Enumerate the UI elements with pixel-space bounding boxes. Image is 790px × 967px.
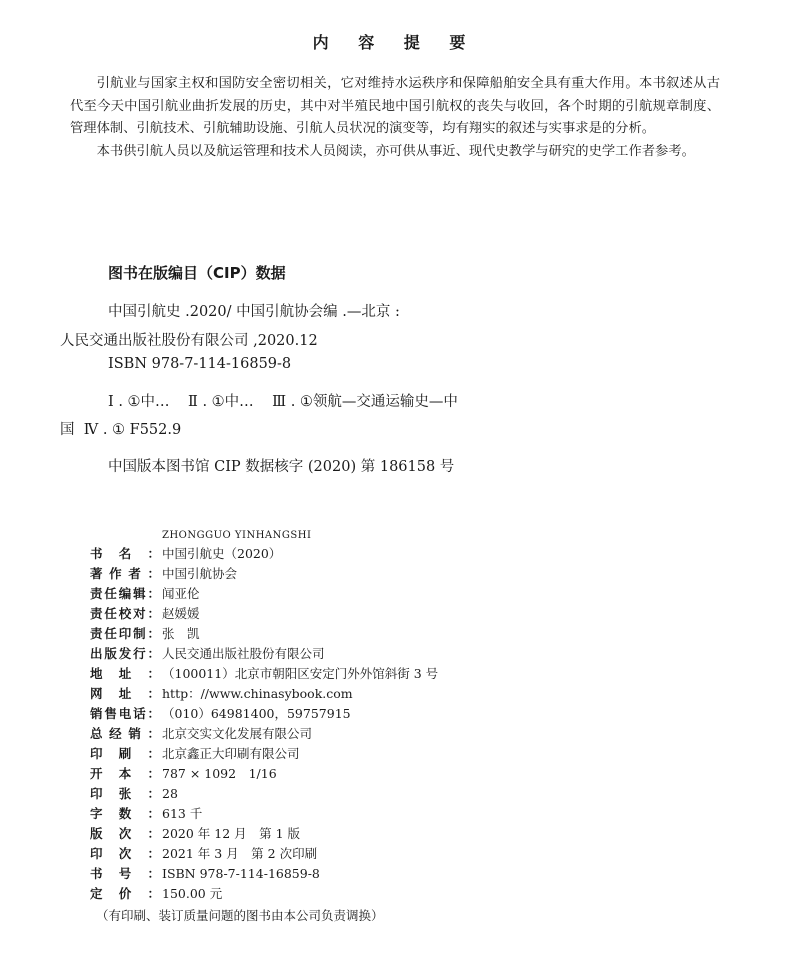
cip-line-classification-cont: 国 Ⅳ . ① F552.9 xyxy=(60,422,182,438)
colophon-value: 613 千 xyxy=(162,806,203,821)
colophon-label: 印张： xyxy=(90,786,160,801)
colophon-row-title xyxy=(90,544,281,564)
colophon-row-editor xyxy=(90,584,200,604)
colophon-value: （010）64981400，59757915 xyxy=(162,706,351,721)
colophon-value: 2020 年 12 月 第 1 版 xyxy=(162,826,301,841)
colophon-label: 定价： xyxy=(90,886,160,901)
colophon-row-isbn xyxy=(90,864,320,884)
colophon-value: 北京鑫正大印刷有限公司 xyxy=(162,746,300,761)
colophon-value: 中国引航协会 xyxy=(162,566,238,581)
colophon-row-distributor xyxy=(90,724,312,744)
colophon-row-website xyxy=(90,684,353,704)
cip-line-title: 中国引航史 .2020/ 中国引航协会编 .—北京 : xyxy=(108,304,400,320)
colophon-label: 书号： xyxy=(90,866,160,881)
colophon-row-printer xyxy=(90,744,300,764)
summary-paragraph-1: 引航业与国家主权和国防安全密切相关，它对维持水运秩序和保障船舶安全具有重大作用。本书叙述从古代至今天中国引航业曲折发展的历史，其中对半殖民地中国引航权的丧失与收回，各个时期的引航规章制度、管理体制、引航技术、引航辅助设施、引航人员状况的演变等，均有翔实的叙述与实事求是的分析。 xyxy=(70,76,720,136)
colophon-label: 责任编辑： xyxy=(90,586,160,601)
colophon-value: 150.00 元 xyxy=(162,886,223,901)
colophon-row-sales-phone xyxy=(90,704,351,724)
colophon-value: 北京交实文化发展有限公司 xyxy=(162,726,313,741)
colophon-value: 787 × 1092 1/16 xyxy=(162,766,277,781)
colophon-value: 中国引航史（2020） xyxy=(162,546,282,561)
cip-line-record-number: 中国版本图书馆 CIP 数据核字 (2020) 第 186158 号 xyxy=(108,459,455,475)
colophon-row-word-count xyxy=(90,804,202,824)
colophon-value: 闻亚伦 xyxy=(162,586,200,601)
colophon-value: 张 凯 xyxy=(162,626,200,641)
cip-line-isbn: ISBN 978-7-114-16859-8 xyxy=(108,356,292,372)
cip-line-classification: Ⅰ . ①中… Ⅱ . ①中… Ⅲ . ①领航—交通运输史—中 xyxy=(108,394,458,410)
colophon-label: 开本： xyxy=(90,766,160,781)
colophon-label: 印次： xyxy=(90,846,160,861)
colophon-value: （100011）北京市朝阳区安定门外外馆斜街 3 号 xyxy=(162,666,439,681)
colophon-row-proofreader xyxy=(90,604,200,624)
colophon-label: 字数： xyxy=(90,806,160,821)
colophon-value: ISBN 978-7-114-16859-8 xyxy=(162,866,320,881)
colophon-label: 销售电话： xyxy=(90,706,160,721)
colophon-row-publisher xyxy=(90,644,325,664)
colophon-label: 责任印制： xyxy=(90,626,160,641)
colophon-value: 赵媛媛 xyxy=(162,606,200,621)
colophon-row-sheets xyxy=(90,784,178,804)
colophon-label: 书名： xyxy=(90,546,160,561)
colophon-label: 责任校对： xyxy=(90,606,160,621)
colophon-label: 总经销： xyxy=(90,726,160,741)
colophon-label: 地址： xyxy=(90,666,160,681)
colophon-row-format xyxy=(90,764,277,784)
colophon-row-edition xyxy=(90,824,300,844)
colophon-row-printing xyxy=(90,844,317,864)
cip-line-publisher: 人民交通出版社股份有限公司 ,2020.12 xyxy=(60,333,318,349)
colophon-value: 28 xyxy=(162,786,178,801)
colophon-row-print-supervisor xyxy=(90,624,200,644)
colophon-row-author xyxy=(90,564,237,584)
colophon-label: 著作者： xyxy=(90,566,160,581)
quality-note: （有印刷、装订质量问题的图书由本公司负责调换） xyxy=(96,908,384,923)
colophon-value: 2021 年 3 月 第 2 次印刷 xyxy=(162,846,318,861)
colophon-row-address xyxy=(90,664,438,684)
colophon-label: 印刷： xyxy=(90,746,160,761)
cip-heading: 图书在版编目（CIP）数据 xyxy=(108,264,286,282)
colophon-value: http：//www.chinasybook.com xyxy=(162,686,353,701)
pinyin-title: ZHONGGUO YINHANGSHI xyxy=(162,530,312,541)
colophon-value: 人民交通出版社股份有限公司 xyxy=(162,646,325,661)
colophon-label: 网址： xyxy=(90,686,160,701)
colophon-label: 版次： xyxy=(90,826,160,841)
summary-title: 内 容 提 要 xyxy=(312,33,478,52)
summary-body xyxy=(70,73,720,163)
summary-paragraph-2: 本书供引航人员以及航运管理和技术人员阅读，亦可供从事近、现代史教学与研究的史学工作者参考。 xyxy=(96,143,695,159)
colophon-row-price xyxy=(90,884,222,904)
colophon-label: 出版发行： xyxy=(90,646,160,661)
